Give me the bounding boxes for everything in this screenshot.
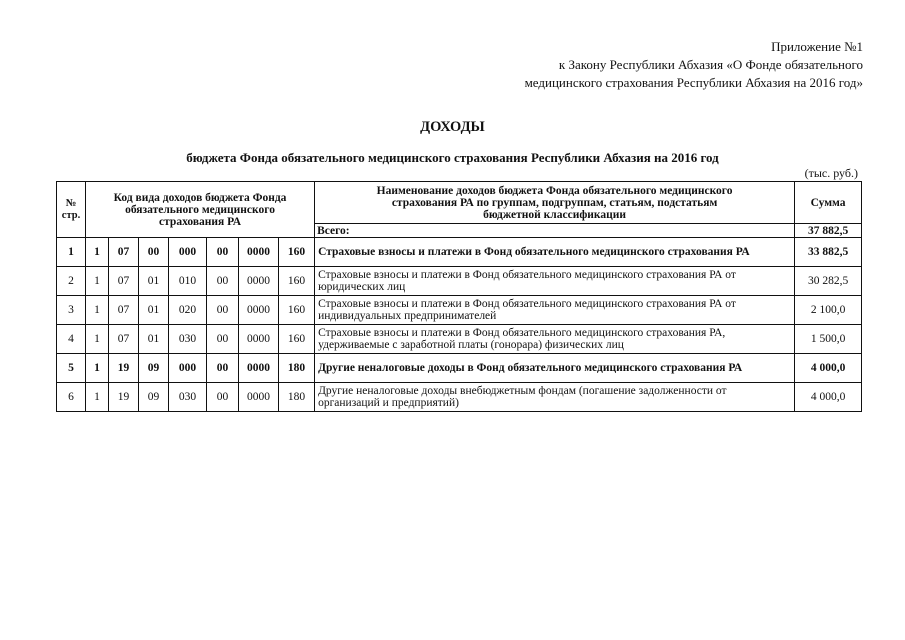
cell-c3: 09 bbox=[139, 383, 169, 412]
cell-sum: 30 282,5 bbox=[795, 267, 862, 296]
annex-line-3: медицинского страхования Республики Абхазия на 2016 год» bbox=[524, 75, 863, 90]
cell-c4: 030 bbox=[169, 325, 207, 354]
cell-c3: 09 bbox=[139, 354, 169, 383]
cell-c6: 0000 bbox=[239, 267, 279, 296]
total-label: Всего: bbox=[315, 224, 795, 238]
income-table bbox=[56, 181, 862, 412]
cell-num: 1 bbox=[57, 238, 86, 267]
cell-num: 2 bbox=[57, 267, 86, 296]
cell-num: 5 bbox=[57, 354, 86, 383]
cell-c3: 00 bbox=[139, 238, 169, 267]
cell-c4: 000 bbox=[169, 238, 207, 267]
total-value: 37 882,5 bbox=[795, 224, 862, 238]
cell-name: Страховые взносы и платежи в Фонд обязательного медицинского страхования РА от индивидуальных предпринимателей bbox=[315, 296, 795, 325]
table-row bbox=[57, 354, 862, 383]
cell-c4: 020 bbox=[169, 296, 207, 325]
cell-c4: 010 bbox=[169, 267, 207, 296]
cell-c3: 01 bbox=[139, 267, 169, 296]
cell-c7: 180 bbox=[279, 383, 315, 412]
cell-name: Другие неналоговые доходы в Фонд обязательного медицинского страхования РА bbox=[315, 354, 795, 383]
header-income-name: Наименование доходов бюджета Фонда обязательного медицинского страхования РА по группам, подгруппам, статьям, подстатьям бюджетной классификации bbox=[315, 182, 795, 224]
cell-c1: 1 bbox=[86, 354, 109, 383]
cell-c2: 07 bbox=[109, 296, 139, 325]
cell-c2: 07 bbox=[109, 325, 139, 354]
cell-c2: 07 bbox=[109, 267, 139, 296]
cell-name: Страховые взносы и платежи в Фонд обязательного медицинского страхования РА, удерживаемые с заработной платы (гонорара) физических лиц bbox=[315, 325, 795, 354]
cell-c3: 01 bbox=[139, 325, 169, 354]
cell-c4: 030 bbox=[169, 383, 207, 412]
cell-num: 4 bbox=[57, 325, 86, 354]
header-sum: Сумма bbox=[795, 182, 862, 224]
cell-name: Страховые взносы и платежи в Фонд обязательного медицинского страхования РА от юридических лиц bbox=[315, 267, 795, 296]
cell-c7: 160 bbox=[279, 238, 315, 267]
cell-c7: 160 bbox=[279, 325, 315, 354]
table-row bbox=[57, 267, 862, 296]
table-row bbox=[57, 325, 862, 354]
annex-line-2: к Закону Республики Абхазия «О Фонде обязательного bbox=[558, 57, 863, 72]
cell-c6: 0000 bbox=[239, 238, 279, 267]
document-title: ДОХОДЫ bbox=[420, 119, 485, 135]
cell-sum: 4 000,0 bbox=[795, 354, 862, 383]
cell-c5: 00 bbox=[207, 383, 239, 412]
cell-c5: 00 bbox=[207, 354, 239, 383]
table-row bbox=[57, 238, 862, 267]
cell-c5: 00 bbox=[207, 325, 239, 354]
annex-line-1: Приложение №1 bbox=[771, 39, 863, 54]
cell-c1: 1 bbox=[86, 325, 109, 354]
cell-c1: 1 bbox=[86, 383, 109, 412]
cell-name: Страховые взносы и платежи в Фонд обязательного медицинского страхования РА bbox=[315, 238, 795, 267]
cell-name: Другие неналоговые доходы внебюджетным фондам (погашение задолженности от организаций и предприятий) bbox=[315, 383, 795, 412]
annex-header bbox=[525, 38, 863, 92]
cell-c1: 1 bbox=[86, 296, 109, 325]
cell-c7: 160 bbox=[279, 296, 315, 325]
cell-c6: 0000 bbox=[239, 296, 279, 325]
cell-c7: 180 bbox=[279, 354, 315, 383]
cell-num: 3 bbox=[57, 296, 86, 325]
table-row bbox=[57, 296, 862, 325]
cell-c1: 1 bbox=[86, 267, 109, 296]
cell-num: 6 bbox=[57, 383, 86, 412]
cell-c6: 0000 bbox=[239, 354, 279, 383]
cell-c2: 19 bbox=[109, 354, 139, 383]
cell-c4: 000 bbox=[169, 354, 207, 383]
cell-sum: 2 100,0 bbox=[795, 296, 862, 325]
header-income-code: Код вида доходов бюджета Фонда обязательного медицинского страхования РА bbox=[86, 182, 315, 238]
table-body bbox=[57, 238, 862, 412]
cell-sum: 33 882,5 bbox=[795, 238, 862, 267]
cell-c5: 00 bbox=[207, 267, 239, 296]
cell-c2: 19 bbox=[109, 383, 139, 412]
cell-c5: 00 bbox=[207, 296, 239, 325]
header-row-number: № стр. bbox=[57, 182, 86, 238]
cell-c1: 1 bbox=[86, 238, 109, 267]
table-row bbox=[57, 383, 862, 412]
cell-c6: 0000 bbox=[239, 325, 279, 354]
cell-c5: 00 bbox=[207, 238, 239, 267]
document-subtitle: бюджета Фонда обязательного медицинского страхования Республики Абхазия на 2016 год bbox=[186, 150, 719, 165]
cell-c2: 07 bbox=[109, 238, 139, 267]
cell-sum: 4 000,0 bbox=[795, 383, 862, 412]
units-label: (тыс. руб.) bbox=[804, 166, 858, 180]
cell-sum: 1 500,0 bbox=[795, 325, 862, 354]
cell-c3: 01 bbox=[139, 296, 169, 325]
cell-c6: 0000 bbox=[239, 383, 279, 412]
cell-c7: 160 bbox=[279, 267, 315, 296]
